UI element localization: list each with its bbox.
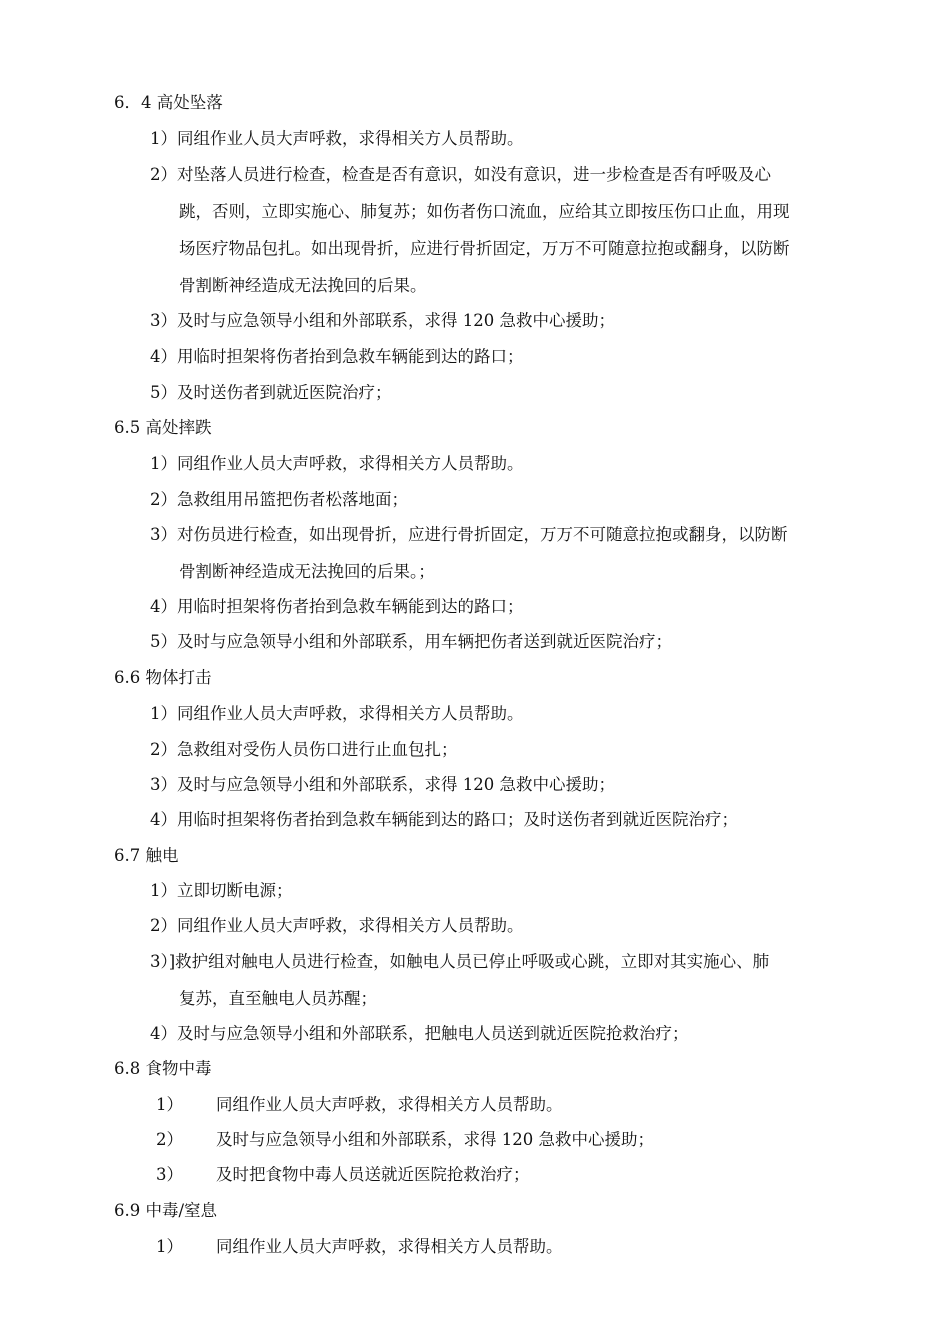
list-item: 3）及时与应急领导小组和外部联系，求得 120 急救中心援助； (150, 775, 615, 794)
list-item: 2）同组作业人员大声呼救，求得相关方人员帮助。 (150, 916, 524, 935)
list-item-number: 1） (156, 1095, 183, 1114)
list-item (156, 1236, 563, 1258)
list-item: 1）同组作业人员大声呼救，求得相关方人员帮助。 (150, 704, 524, 723)
section-heading-6-8: 6.8 食物中毒 (114, 1059, 212, 1078)
list-item (156, 1094, 563, 1116)
section-heading-6-4: 6．4 高处坠落 (114, 93, 223, 112)
list-item: 4）用临时担架将伤者抬到急救车辆能到达的路口； (150, 597, 524, 616)
section-heading-6-6: 6.6 物体打击 (114, 668, 212, 687)
list-item-continuation: 跳，否则，立即实施心、肺复苏；如伤者伤口流血，应给其立即按压伤口止血，用现 (179, 202, 790, 221)
list-item: 1）同组作业人员大声呼救，求得相关方人员帮助。 (150, 454, 524, 473)
section-heading-6-5: 6.5 高处摔跌 (114, 418, 212, 437)
list-item: 4）及时与应急领导小组和外部联系，把触电人员送到就近医院抢救治疗； (150, 1024, 689, 1043)
list-item: 3）]救护组对触电人员进行检查，如触电人员已停止呼吸或心跳，立即对其实施心、肺 (150, 952, 770, 971)
list-item: 5）及时与应急领导小组和外部联系，用车辆把伤者送到就近医院治疗； (150, 632, 672, 651)
list-item: 3）对伤员进行检查，如出现骨折，应进行骨折固定，万万不可随意拉抱或翻身，以防断 (150, 525, 788, 544)
section-heading-6-9: 6.9 中毒/窒息 (114, 1201, 218, 1220)
list-item-text: 及时把食物中毒人员送就近医院抢救治疗； (216, 1165, 530, 1184)
list-item-continuation: 骨割断神经造成无法挽回的后果。 (179, 276, 427, 295)
list-item: 2）对坠落人员进行检查，检查是否有意识，如没有意识，进一步检查是否有呼吸及心 (150, 165, 771, 184)
list-item-text: 同组作业人员大声呼救，求得相关方人员帮助。 (216, 1237, 563, 1256)
list-item: 3）及时与应急领导小组和外部联系，求得 120 急救中心援助； (150, 311, 615, 330)
list-item-number: 3） (156, 1165, 183, 1184)
list-item-text: 及时与应急领导小组和外部联系，求得 120 急救中心援助； (216, 1130, 654, 1149)
list-item: 2）急救组用吊篮把伤者松落地面； (150, 490, 408, 509)
list-item: 2）急救组对受伤人员伤口进行止血包扎； (150, 740, 458, 759)
list-item: 4）用临时担架将伤者抬到急救车辆能到达的路口；及时送伤者到就近医院治疗； (150, 810, 738, 829)
list-item-continuation: 场医疗物品包扎。如出现骨折，应进行骨折固定，万万不可随意拉抱或翻身，以防断 (179, 239, 790, 258)
list-item-number: 1） (156, 1237, 183, 1256)
list-item-continuation: 骨割断神经造成无法挽回的后果。； (179, 562, 435, 581)
section-heading-6-7: 6.7 触电 (114, 846, 179, 865)
list-item-number: 2） (156, 1130, 183, 1149)
list-item (156, 1129, 654, 1151)
list-item: 1）立即切断电源； (150, 881, 293, 900)
list-item: 5）及时送伤者到就近医院治疗； (150, 383, 392, 402)
list-item-text: 同组作业人员大声呼救，求得相关方人员帮助。 (216, 1095, 563, 1114)
list-item (156, 1164, 530, 1186)
list-item: 1）同组作业人员大声呼救，求得相关方人员帮助。 (150, 129, 524, 148)
list-item: 4）用临时担架将伤者抬到急救车辆能到达的路口； (150, 347, 524, 366)
list-item-continuation: 复苏，直至触电人员苏醒； (179, 989, 377, 1008)
